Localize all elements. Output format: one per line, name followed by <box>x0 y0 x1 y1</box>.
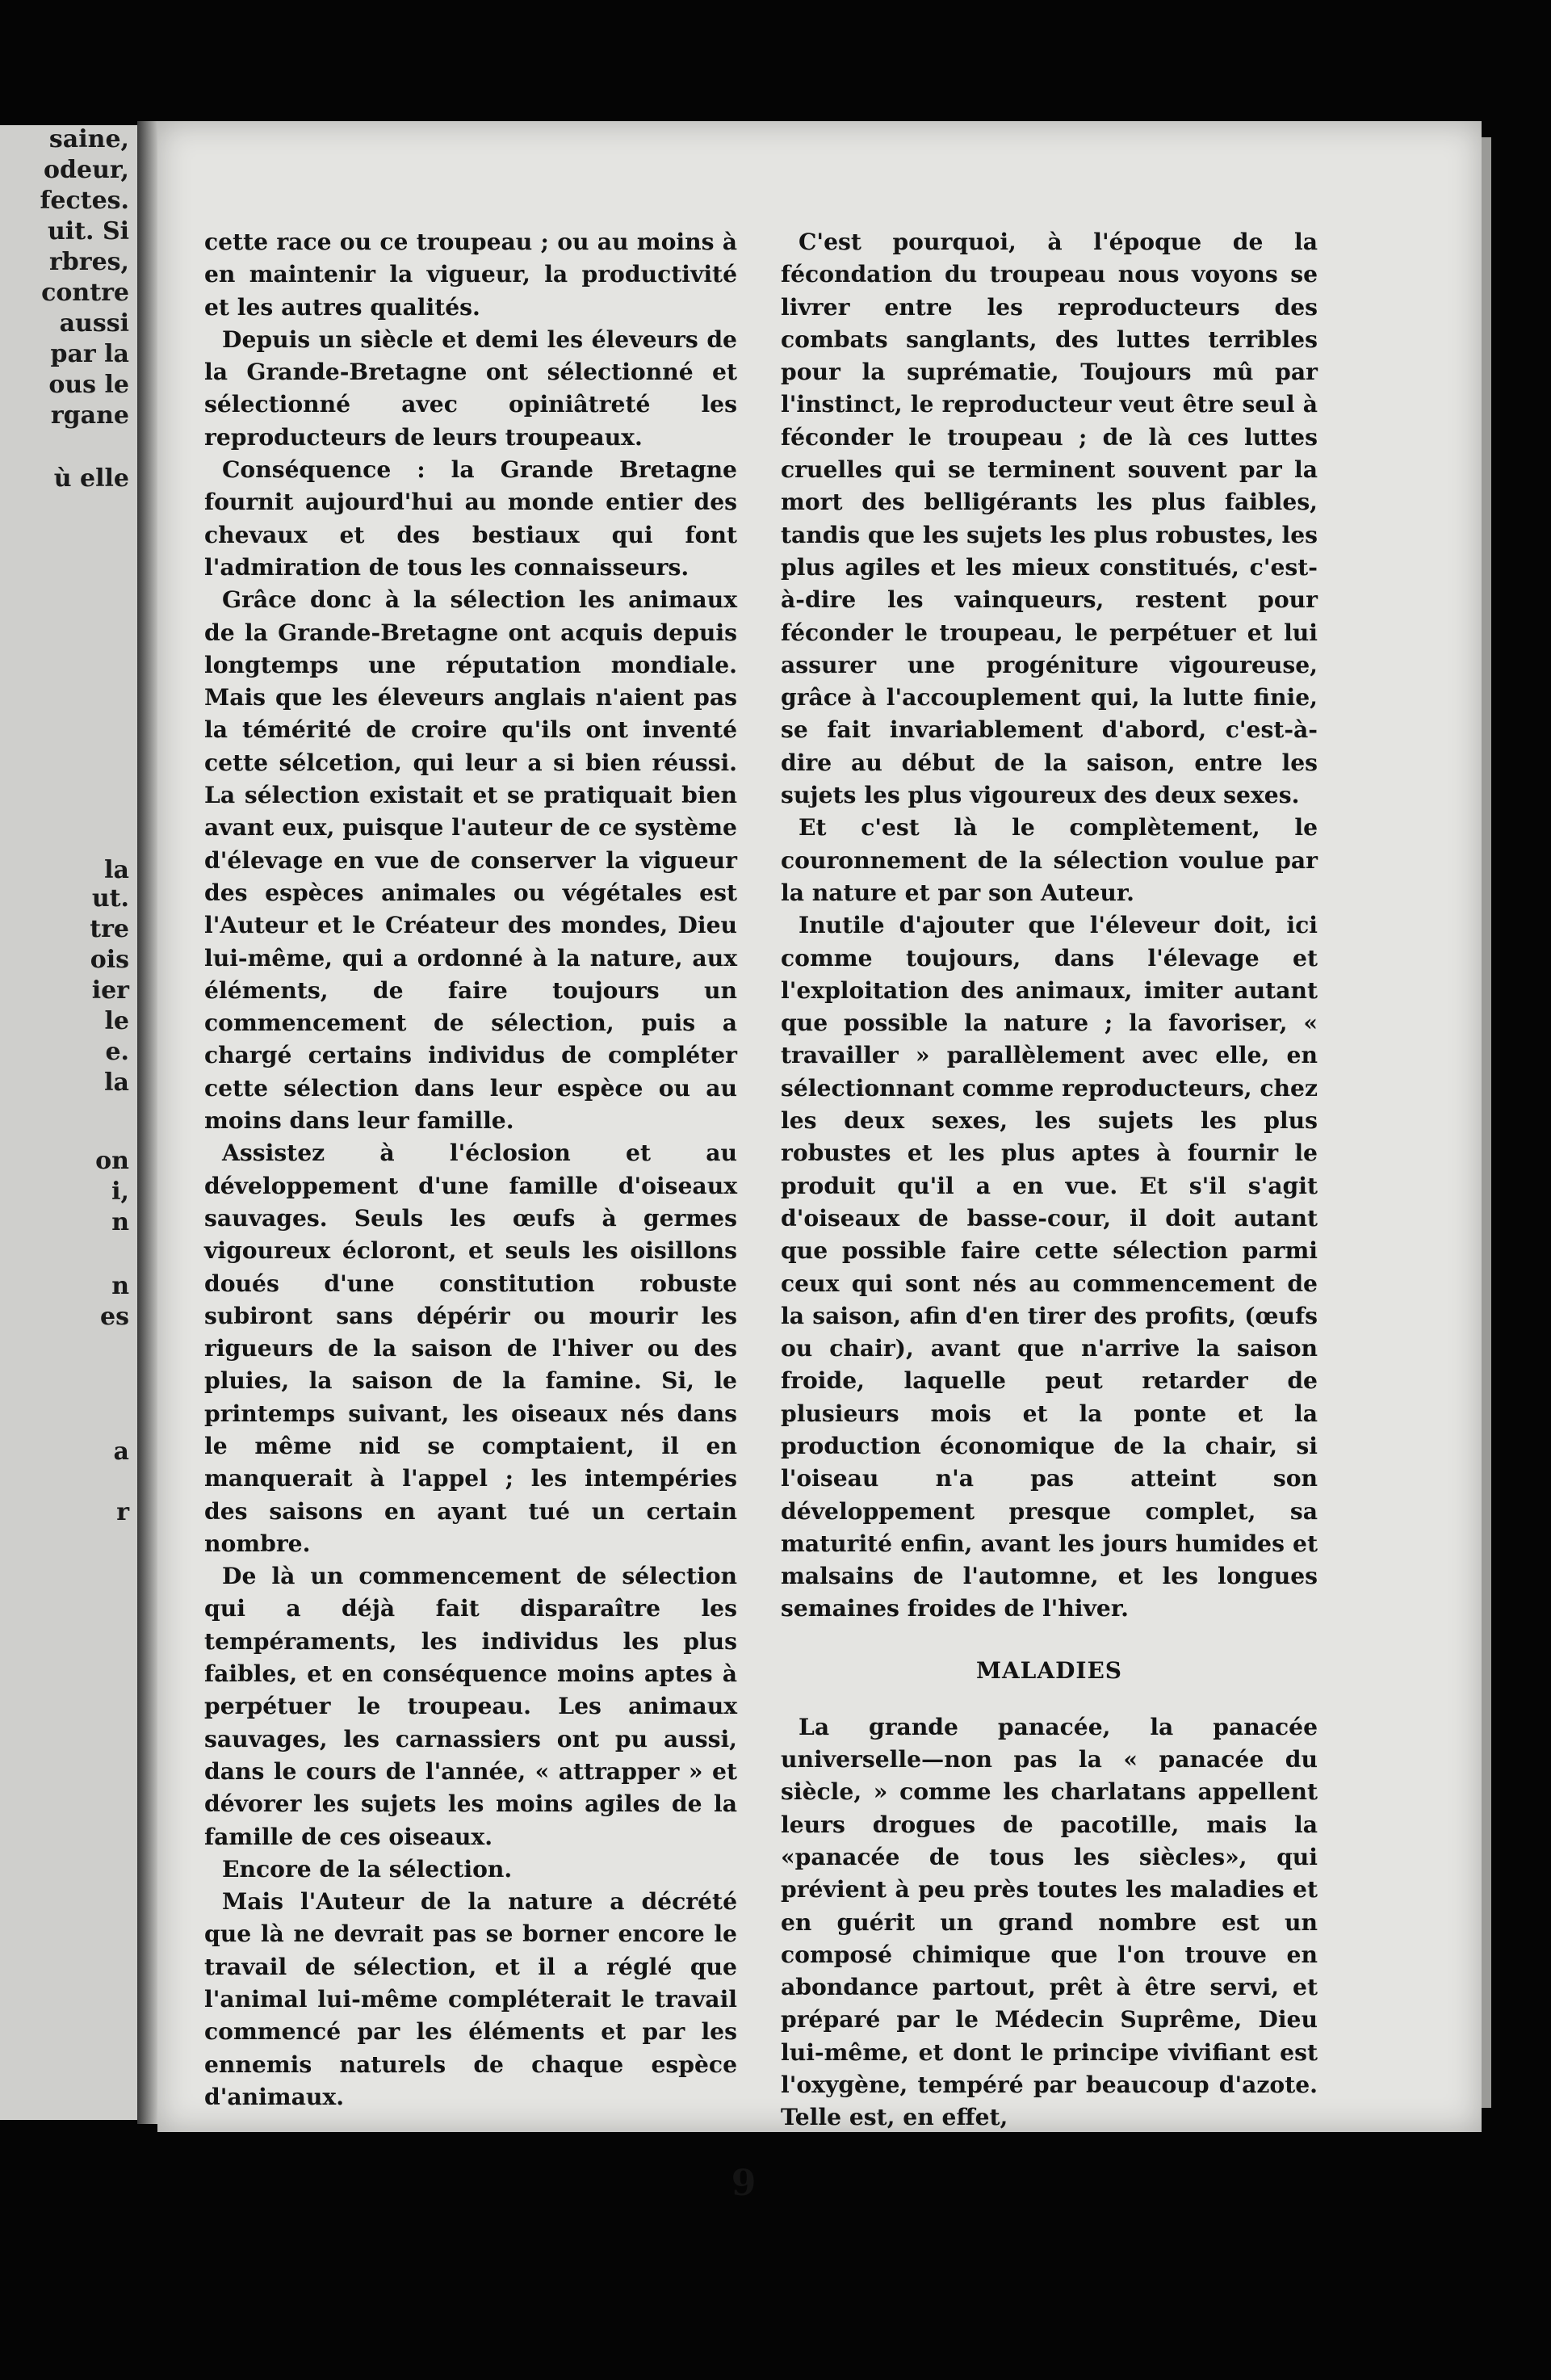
paragraph: Inutile d'ajouter que l'éleveur doit, ici comme toujours, dans l'élevage et l'exploitation des animaux, imiter autant que possible la nature ; la favoriser, « travailler » parallèlement avec elle, en sélectionnant comme reproducteurs, chez les deux sexes, les sujets les plus robustes et les plus aptes à fournir le produit qu'il a en vue. Et s'il s'agit d'oiseaux de basse-cour, il doit autant que possible faire cette sélection parmi ceux qui sont nés au commencement de la saison, afin d'en tirer des profits, (œufs ou chair), avant que n'arrive la saison froide, laquelle peut retarder de plusieurs mois et la ponte et la production économique de la chair, si l'oiseau n'a pas atteint son développement presque complet, sa maturité enfin, avant les jours humides et malsains de l'automne, et les longues semaines froides de l'hiver. <box>781 912 1318 1622</box>
previous-page-text-fragment: fectes. <box>40 187 129 215</box>
paragraph: Conséquence : la Grande Bretagne fournit aujourd'hui au monde entier des chevaux et des bestiaux qui font l'admiration de tous les connaisseurs. <box>204 456 737 581</box>
previous-page-text-fragment: uit. Si <box>47 217 129 246</box>
previous-page-text-fragment: saine, <box>48 125 129 153</box>
paragraph: La grande panacée, la panacée universelle—non pas la « panacée du siècle, » comme les charlatans appellent leurs drogues de pacotille, mais la «panacée de tous les siècles», qui prévient à peu près toutes les maladies et en guérit un grand nombre est un composé chimique que l'on trouve en abondance partout, prêt à être servi, et préparé par le Médecin Suprême, Dieu lui-même, et dont le principe vivifiant est l'oxygène, tempéré par beaucoup d'azote. Telle est, en effet, <box>781 1713 1318 2131</box>
previous-page-text-fragment: tre <box>90 915 129 943</box>
right-text-column <box>781 226 1318 2134</box>
paragraph: Encore de la sélection. <box>222 1855 513 1883</box>
previous-page-text-fragment: ous le <box>48 371 129 399</box>
book-page <box>157 121 1482 2204</box>
previous-page-text-fragment: on <box>95 1147 129 1175</box>
paragraph: Assistez à l'éclosion et au développement d'une famille d'oiseaux sauvages. Seuls les œufs à germes vigoureux écloront, et seuls les oisillons doués d'une constitution robuste subiront sans dépérir ou mourir les rigueurs de la saison de l'hiver ou des pluies, la saison de la famine. Si, le printemps suivant, les oiseaux nés dans le même nid se comptaient, il en manquerait à l'appel ; les intempéries des saisons en ayant tué un certain nombre. <box>204 1140 737 1557</box>
previous-page-text-fragment: par la <box>50 340 129 368</box>
previous-page-text-fragment: rgane <box>50 401 129 430</box>
previous-page-text-fragment: ier <box>91 976 129 1005</box>
previous-page-edge <box>0 125 144 2120</box>
previous-page-text-fragment: a <box>113 1438 129 1466</box>
paragraph: Mais l'Auteur de la nature a décrété que là ne devrait pas se borner encore le travail de sélection, et il a réglé que l'animal lui-même compléterait le travail commencé par les éléments et par les ennemis naturels de chaque espèce d'animaux. <box>204 1888 737 2110</box>
previous-page-text-fragment: aussi <box>59 309 129 338</box>
previous-page-text-fragment: ois <box>90 946 129 974</box>
previous-page-text-fragment: n <box>111 1208 129 1236</box>
previous-page-text-fragment: la <box>104 1068 129 1097</box>
left-text-column <box>204 226 737 2113</box>
previous-page-text-fragment: rbres, <box>48 248 129 276</box>
previous-page-text-fragment: n <box>111 1272 129 1300</box>
previous-page-text-fragment: e. <box>105 1038 129 1066</box>
paragraph: Grâce donc à la sélection les animaux de la Grande-Bretagne ont acquis depuis longtemps une réputation mondiale. Mais que les éleveurs anglais n'aient pas la témérité de croire qu'ils ont inventé cette sélcetion, qui leur a si bien réussi. La sélection existait et se pratiquait bien avant eux, puisque l'auteur de ce système d'élevage en vue de conserver la vigueur des espèces animales ou végétales est l'Auteur et le Créateur des mondes, Dieu lui-même, qui a ordonné à la nature, aux éléments, de faire toujours un commencement de sélection, puis a chargé certains individus de compléter cette sélection dans leur espèce ou au moins dans leur famille. <box>204 586 737 1135</box>
paragraph: De là un commencement de sélection qui a déjà fait disparaître les tempéraments, les individus les plus faibles, et en conséquence moins aptes à perpétuer le troupeau. Les animaux sauvages, les carnassiers ont pu aussi, dans le cours de l'année, « attrapper » et dévorer les sujets les moins agiles de la famille de ces oiseaux. <box>204 1563 737 1850</box>
paragraph: Depuis un siècle et demi les éleveurs de la Grande-Bretagne ont sélectionné et sélectionné avec opiniâtreté les reproducteurs de leurs troupeaux. <box>204 325 737 451</box>
paragraph: cette race ou ce troupeau ; ou au moins à en maintenir la vigueur, la productivité et les autres qualités. <box>204 229 737 321</box>
page-number: 9 <box>731 2163 757 2204</box>
previous-page-text-fragment: contre <box>41 279 129 307</box>
paragraph: Et c'est là le complètement, le couronnement de la sélection voulue par la nature et par son Auteur. <box>781 814 1318 906</box>
previous-page-text-fragment: la <box>104 856 129 884</box>
previous-page-text-fragment: r <box>116 1498 129 1526</box>
previous-page-text-fragment: i, <box>111 1177 129 1206</box>
paragraph: C'est pourquoi, à l'époque de la fécondation du troupeau nous voyons se livrer entre les reproducteurs des combats sanglants, des luttes terribles pour la suprématie, Toujours mû par l'instinct, le reproducteur veut être seul à féconder le troupeau ; de là ces luttes cruelles qui se terminent souvent par la mort des belligérants les plus faibles, tandis que les sujets les plus robustes, les plus agiles et les mieux constitués, c'est-à-dire les vainqueurs, restent pour féconder le troupeau, le perpétuer et lui assurer une progéniture vigoureuse, grâce à l'accouplement qui, la lutte finie, se fait invariablement d'abord, c'est-à-dire au début de la saison, entre les sujets les plus vigoureux des deux sexes. <box>781 229 1318 809</box>
previous-page-text-fragment: es <box>100 1303 129 1331</box>
previous-page-text-fragment: odeur, <box>44 156 129 184</box>
previous-page-text-fragment: le <box>104 1007 129 1035</box>
previous-page-text-fragment: ut. <box>91 884 129 913</box>
previous-page-text-fragment: ù elle <box>53 464 129 493</box>
section-heading: MALADIES <box>975 1656 1123 1684</box>
page-right-edge <box>1482 137 1491 2108</box>
